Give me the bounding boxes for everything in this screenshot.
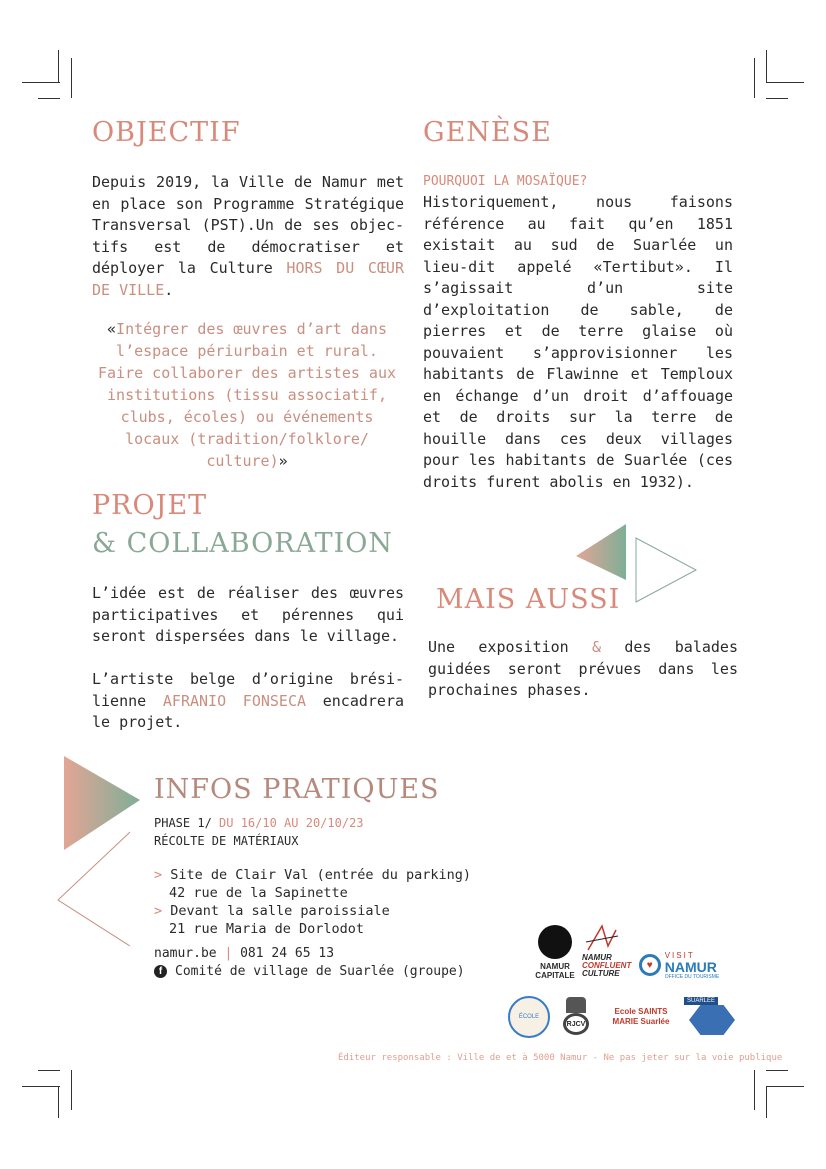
ampersand: & bbox=[592, 638, 602, 656]
projet-paragraph-2 bbox=[92, 669, 404, 734]
crop-mark bbox=[766, 1086, 804, 1087]
castle-icon bbox=[538, 925, 572, 959]
visit-text-block bbox=[665, 951, 720, 980]
objectif-title: OBJECTIF bbox=[92, 117, 241, 148]
contact-line bbox=[154, 946, 334, 961]
visit-sub-label: OFFICE DU TOURISME bbox=[664, 973, 720, 980]
rjcv-logo bbox=[556, 994, 596, 1038]
location-item bbox=[154, 866, 471, 884]
objectif-highlight: HORS DU CŒUR DE VILLE bbox=[92, 259, 404, 299]
crop-mark bbox=[766, 82, 804, 83]
collaboration-title: & COLLABORATION bbox=[92, 528, 394, 559]
rjcv-label: RJCV bbox=[566, 1020, 586, 1028]
gear-icon bbox=[563, 1013, 589, 1035]
suarlee-label: SUARLEE bbox=[684, 997, 718, 1005]
hand-icon bbox=[566, 997, 586, 1013]
location-list bbox=[154, 866, 471, 938]
projet-title: PROJET bbox=[92, 490, 208, 521]
artist-name: AFRANIO FONSECA bbox=[162, 691, 307, 710]
ecole-logo bbox=[508, 996, 550, 1038]
visit-label: VISIT bbox=[664, 950, 695, 960]
separator: | bbox=[224, 946, 233, 961]
crop-mark bbox=[766, 1086, 767, 1118]
publisher-footer: Éditeur responsable : Ville de et à 5000 Namur - Ne pas jeter sur la voie publique bbox=[338, 1053, 783, 1063]
crop-mark bbox=[754, 58, 755, 98]
namur-capitale-text: NAMUR CAPITALE bbox=[535, 961, 575, 980]
triangle-decoration-left bbox=[56, 752, 146, 952]
harvest-label: RÉCOLTE DE MATÉRIAUX bbox=[154, 834, 299, 848]
crop-mark bbox=[71, 58, 72, 98]
facebook-line bbox=[154, 964, 465, 979]
location-name: Site de Clair Val (entrée du parking) bbox=[170, 867, 472, 883]
projet-text-end: encadrera le projet. bbox=[92, 691, 405, 731]
aussi-title: MAIS AUSSI bbox=[436, 584, 621, 615]
aussi-paragraph bbox=[428, 637, 738, 702]
arrow-icon: > bbox=[154, 867, 163, 883]
infos-title: INFOS PRATIQUES bbox=[154, 774, 440, 805]
confluent-text-3: CULTURE bbox=[582, 969, 620, 978]
crop-mark bbox=[22, 1086, 60, 1087]
crop-mark bbox=[38, 1070, 60, 1071]
aussi-text: Une exposition bbox=[428, 638, 593, 656]
location-address: 42 rue de la Sapinette bbox=[169, 885, 348, 901]
phase-label: PHASE 1/ bbox=[154, 816, 220, 830]
location-item bbox=[154, 902, 471, 920]
facebook-icon[interactable]: f bbox=[154, 965, 167, 978]
confluent-text-1: NAMUR bbox=[582, 953, 612, 962]
genese-text: Historiquement, nous faisons référence au fait qu’en 1851 existait au sud de Suarlée un lieu-dit appelé «Tertibut». Il s’agissait d’un site d’exploitation de sable, de pierres et de terre glaise où pouvaient s’approvisionner les habitants de Flawinne et Temploux en échange d’un droit d’affouage et de droits sur la terre de houille dans ces deux villages pour les habitants de Suarlée (ces droits furent abolis en 1932). bbox=[423, 193, 733, 491]
visit-namur-logo bbox=[634, 948, 724, 982]
crop-mark bbox=[58, 1086, 59, 1118]
crop-mark bbox=[754, 1070, 755, 1110]
crop-mark bbox=[22, 82, 60, 83]
objectif-quote bbox=[92, 318, 402, 472]
saints-marie-label: Ecole SAINTS MARIE Suarlée bbox=[612, 1007, 670, 1026]
genese-subtitle: POURQUOI LA MOSAÏQUE? bbox=[423, 174, 588, 189]
phone-number: 081 24 65 13 bbox=[240, 946, 335, 961]
ecole-saints-marie-logo bbox=[604, 996, 678, 1038]
crop-mark bbox=[71, 1070, 72, 1110]
hexagon-icon bbox=[689, 1005, 735, 1035]
swirl-icon bbox=[582, 924, 622, 954]
quote-close: » bbox=[278, 452, 288, 470]
phase-line bbox=[154, 815, 364, 832]
crop-mark bbox=[58, 50, 59, 82]
crop-mark bbox=[766, 1070, 788, 1071]
suarlee-logo bbox=[684, 994, 740, 1038]
projet-text: L’artiste belge d’origine brési-lienne bbox=[92, 670, 404, 710]
objectif-text: Depuis 2019, la Ville de Namur met en place son Programme Stratégique Transversal (PST).Un de ses objec-tifs est de démocratiser et déployer la Culture bbox=[92, 173, 404, 277]
visit-namur-label: NAMUR bbox=[664, 958, 717, 975]
heart-icon: ♥ bbox=[639, 954, 661, 976]
location-address: 21 rue Maria de Dorlodot bbox=[169, 921, 365, 937]
website-link[interactable]: namur.be bbox=[154, 946, 217, 961]
projet-paragraph-1: L’idée est de réaliser des œuvres participatives et pérennes qui seront dispersées dans le village. bbox=[92, 584, 404, 645]
namur-confluent-logo bbox=[582, 920, 630, 982]
aussi-text-end: des balades guidées seront prévues dans les prochaines phases. bbox=[428, 638, 738, 699]
arrow-icon: > bbox=[154, 903, 163, 919]
crop-mark bbox=[38, 98, 60, 99]
genese-title: GENÈSE bbox=[423, 117, 552, 148]
confluent-text-2: CONFLUENT bbox=[582, 961, 632, 970]
objectif-text-end: . bbox=[164, 280, 174, 299]
crop-mark bbox=[766, 50, 767, 82]
crop-mark bbox=[766, 98, 788, 99]
namur-capitale-logo bbox=[532, 922, 578, 982]
quote-text: Intégrer des œuvres d’art dans l’espace périurbain et rural. Faire collaborer des artistes aux institutions (tissu associatif, clubs, écoles) ou événements locaux (tradition/folklore/ culture) bbox=[97, 320, 396, 470]
objectif-paragraph bbox=[92, 172, 404, 301]
phase-dates: DU 16/10 AU 20/10/23 bbox=[219, 816, 364, 830]
ecole-label: ÉCOLE bbox=[518, 1014, 540, 1020]
facebook-group[interactable]: Comité de village de Suarlée (groupe) bbox=[175, 964, 465, 979]
quote-open: « bbox=[107, 320, 117, 338]
location-name: Devant la salle paroissiale bbox=[170, 903, 390, 919]
